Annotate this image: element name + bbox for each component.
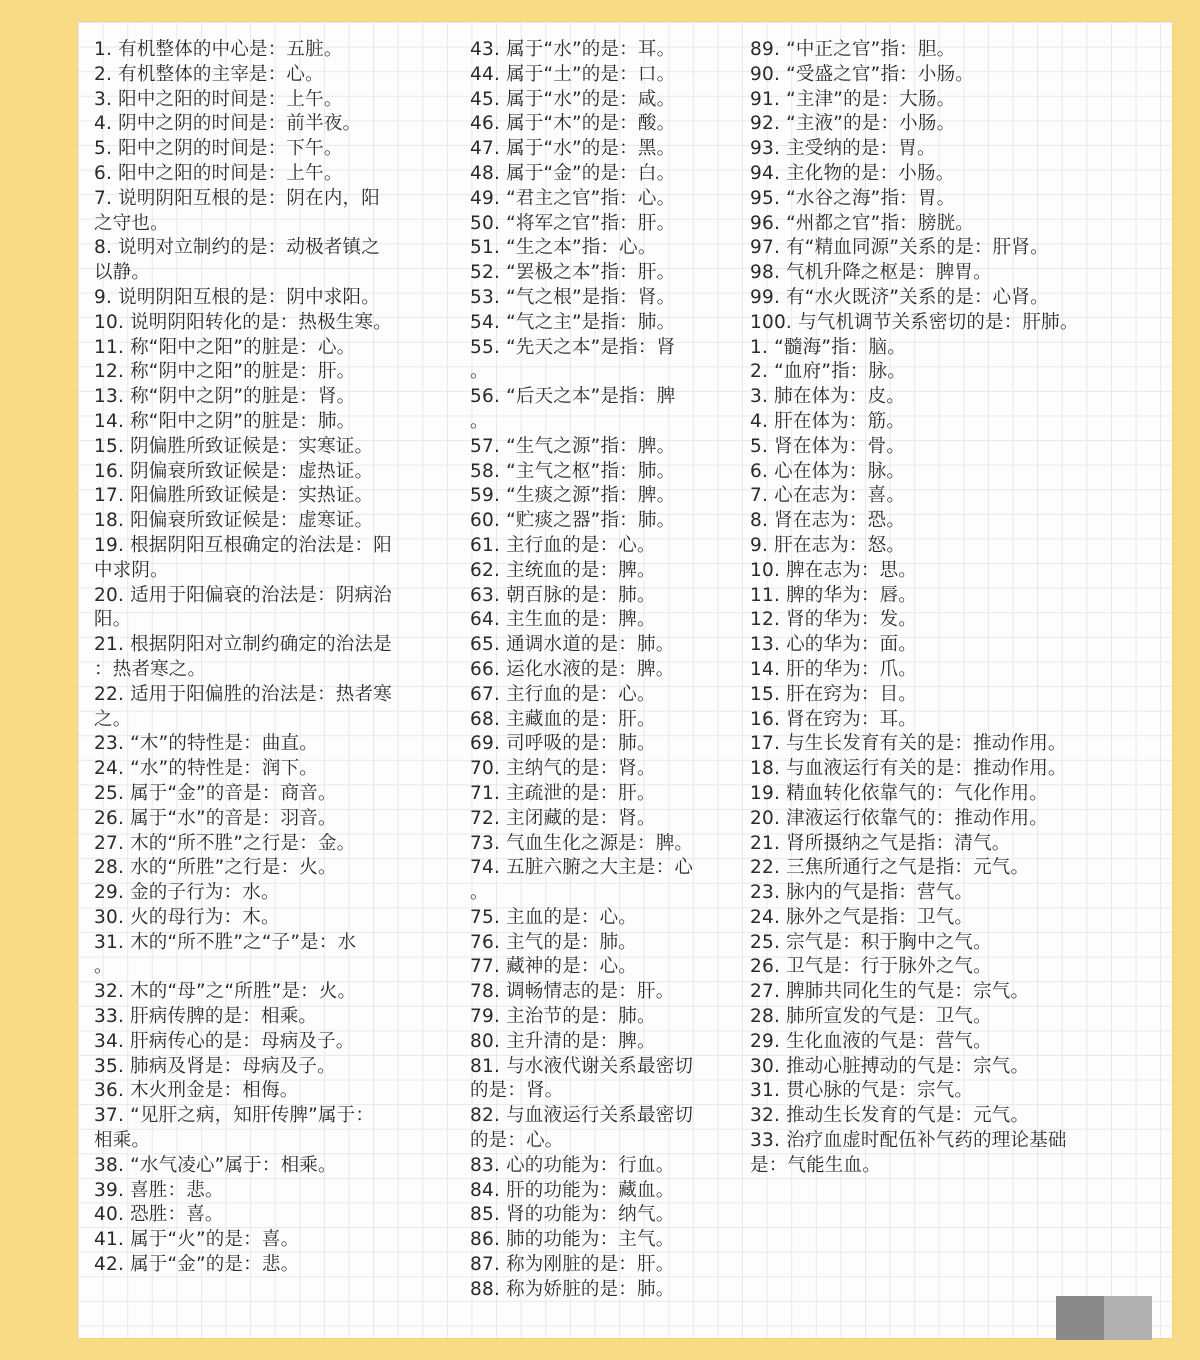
text-line: 之。 <box>94 708 132 730</box>
text-line: 92. “主液”的是：小肠。 <box>750 113 956 135</box>
text-line: 11. 脾的华为：唇。 <box>750 584 918 606</box>
text-line: 42. 属于“金”的是：悲。 <box>94 1254 300 1276</box>
text-line: 以静。 <box>94 262 151 284</box>
text-line: 33. 肝病传脾的是：相乘。 <box>94 1006 318 1028</box>
text-line: 98. 气机升降之枢是：脾胃。 <box>750 262 992 284</box>
text-line: 3. 肺在体为：皮。 <box>750 386 906 408</box>
text-line: 20. 津液运行依靠气的：推动作用。 <box>750 807 1048 829</box>
column-1 <box>94 38 444 1278</box>
text-line: 62. 主统血的是：脾。 <box>470 559 656 581</box>
text-line: 23. “木”的特性是：曲直。 <box>94 733 318 755</box>
text-line: 4. 肝在体为：筋。 <box>750 410 906 432</box>
text-line: 86. 肺的功能为：主气。 <box>470 1229 675 1251</box>
text-line: 38. “水气凌心”属于：相乘。 <box>94 1154 337 1176</box>
text-line: 10. 脾在志为：思。 <box>750 559 918 581</box>
text-line: 87. 称为刚脏的是：肝。 <box>470 1254 675 1276</box>
text-line: 10. 说明阴阳转化的是：热极生寒。 <box>94 311 392 333</box>
text-line: 25. 宗气是：积于胸中之气。 <box>750 931 992 953</box>
text-line: 相乘。 <box>94 1130 151 1152</box>
column-2 <box>470 38 728 1303</box>
text-line: 13. 称“阴中之阴”的脏是：肾。 <box>94 386 356 408</box>
text-line: 89. “中正之官”指：胆。 <box>750 39 956 60</box>
corner-mark <box>1056 1296 1152 1340</box>
text-line: 4. 阴中之阴的时间是：前半夜。 <box>94 113 362 135</box>
text-line: 53. “气之根”是指：肾。 <box>470 286 676 308</box>
text-line: 67. 主行血的是：心。 <box>470 683 656 705</box>
text-line: 17. 与生长发育有关的是：推动作用。 <box>750 733 1067 755</box>
text-line: 48. 属于“金”的是：白。 <box>470 162 676 184</box>
text-line: 100. 与气机调节关系密切的是：肝肺。 <box>750 311 1079 333</box>
text-line: 37. “见肝之病，知肝传脾”属于： <box>94 1105 375 1127</box>
text-line: 。 <box>470 882 489 904</box>
text-line: 15. 阴偏胜所致证候是：实寒证。 <box>94 435 374 457</box>
text-line: 2. “血府”指：脉。 <box>750 361 906 383</box>
text-line: 17. 阳偏胜所致证候是：实热证。 <box>94 485 374 507</box>
text-line: 18. 与血液运行有关的是：推动作用。 <box>750 758 1067 780</box>
text-line: 99. 有“水火既济”关系的是：心肾。 <box>750 286 1049 308</box>
text-line: 28. 肺所宣发的气是：卫气。 <box>750 1006 992 1028</box>
text-line: 24. 脉外之气是指：卫气。 <box>750 906 974 928</box>
text-line: 。 <box>470 361 489 383</box>
text-line: 26. 属于“水”的音是：羽音。 <box>94 807 337 829</box>
text-line: 63. 朝百脉的是：肺。 <box>470 584 656 606</box>
text-line: 80. 主升清的是：脾。 <box>470 1030 656 1052</box>
text-line: 21. 根据阴阳对立制约确定的治法是 <box>94 634 392 656</box>
text-line: 69. 司呼吸的是：肺。 <box>470 733 656 755</box>
text-line: 25. 属于“金”的音是：商音。 <box>94 782 337 804</box>
text-line: 71. 主疏泄的是：肝。 <box>470 782 656 804</box>
text-line: 3. 阳中之阳的时间是：上午。 <box>94 88 343 110</box>
text-line: 30. 火的母行为：木。 <box>94 906 280 928</box>
text-line: 55. “先天之本”是指：肾 <box>470 336 676 358</box>
text-line: 74. 五脏六腑之大主是：心 <box>470 857 694 879</box>
text-line: 27. 木的“所不胜”之行是：金。 <box>94 832 356 854</box>
column-3 <box>750 38 1154 1179</box>
text-line: 27. 脾肺共同化生的气是：宗气。 <box>750 981 1030 1003</box>
text-line: 的是：心。 <box>470 1130 564 1152</box>
text-line: 15. 肝在窍为：目。 <box>750 683 918 705</box>
text-line: 95. “水谷之海”指：胃。 <box>750 187 956 209</box>
text-line: 24. “水”的特性是：润下。 <box>94 758 318 780</box>
text-line: 51. “生之本”指：心。 <box>470 237 657 259</box>
text-line: 30. 推动心脏搏动的气是：宗气。 <box>750 1055 1030 1077</box>
text-line: 6. 心在体为：脉。 <box>750 460 906 482</box>
text-line: 44. 属于“土”的是：口。 <box>470 63 676 85</box>
text-line: 70. 主纳气的是：肾。 <box>470 758 656 780</box>
text-line: 68. 主藏血的是：肝。 <box>470 708 656 730</box>
text-line: 阳。 <box>94 609 132 631</box>
text-line: 84. 肝的功能为：藏血。 <box>470 1179 675 1201</box>
text-line: 29. 生化血液的气是：营气。 <box>750 1030 992 1052</box>
text-line: 82. 与血液运行关系最密切 <box>470 1105 694 1127</box>
text-line: 97. 有“精血同源”关系的是：肝肾。 <box>750 237 1049 259</box>
text-line: 58. “主气之枢”指：肺。 <box>470 460 676 482</box>
grid-paper-sheet <box>78 22 1172 1338</box>
text-line: 61. 主行血的是：心。 <box>470 534 656 556</box>
text-line: 40. 恐胜：喜。 <box>94 1204 224 1226</box>
text-line: 31. 贯心脉的气是：宗气。 <box>750 1080 974 1102</box>
text-line: 49. “君主之官”指：心。 <box>470 187 676 209</box>
text-line: 32. 推动生长发育的气是：元气。 <box>750 1105 1030 1127</box>
text-line: 19. 根据阴阳互根确定的治法是：阳 <box>94 534 392 556</box>
text-line: 的是：肾。 <box>470 1080 564 1102</box>
text-line: 14. 称“阳中之阴”的脏是：肺。 <box>94 410 356 432</box>
text-line: 16. 肾在窍为：耳。 <box>750 708 918 730</box>
text-line: 。 <box>470 410 489 432</box>
text-line: 35. 肺病及肾是：母病及子。 <box>94 1055 336 1077</box>
text-line: 75. 主血的是：心。 <box>470 906 638 928</box>
text-line: 39. 喜胜：悲。 <box>94 1179 224 1201</box>
text-line: 33. 治疗血虚时配伍补气药的理论基础 <box>750 1130 1067 1152</box>
text-line: 23. 脉内的气是指：营气。 <box>750 882 974 904</box>
text-line: 14. 肝的华为：爪。 <box>750 658 918 680</box>
text-line: 78. 调畅情志的是：肝。 <box>470 981 675 1003</box>
text-line: 22. 三焦所通行之气是指：元气。 <box>750 857 1030 879</box>
text-line: 9. 说明阴阳互根的是：阴中求阳。 <box>94 286 380 308</box>
text-line: 。 <box>94 956 113 978</box>
text-line: 之守也。 <box>94 212 169 234</box>
text-line: 36. 木火刑金是：相侮。 <box>94 1080 299 1102</box>
text-line: 5. 肾在体为：骨。 <box>750 435 906 457</box>
text-line: 90. “受盛之官”指：小肠。 <box>750 63 974 85</box>
text-line: 16. 阴偏衰所致证候是：虚热证。 <box>94 460 374 482</box>
text-line: 57. “生气之源”指：脾。 <box>470 435 676 457</box>
text-line: 6. 阳中之阳的时间是：上午。 <box>94 162 343 184</box>
text-line: 88. 称为娇脏的是：肺。 <box>470 1278 675 1300</box>
text-line: 85. 肾的功能为：纳气。 <box>470 1204 675 1226</box>
text-line: 31. 木的“所不胜”之“子”是：水 <box>94 931 357 953</box>
text-line: 5. 阳中之阴的时间是：下午。 <box>94 138 343 160</box>
text-line: 9. 肝在志为：怒。 <box>750 534 906 556</box>
text-line: 52. “罢极之本”指：肝。 <box>470 262 676 284</box>
text-line: 93. 主受纳的是：胃。 <box>750 138 936 160</box>
text-line: 12. 称“阴中之阳”的脏是：肝。 <box>94 361 356 383</box>
text-line: 64. 主生血的是：脾。 <box>470 609 656 631</box>
text-line: 1. “髓海”指：脑。 <box>750 336 906 358</box>
text-line: 83. 心的功能为：行血。 <box>470 1154 675 1176</box>
text-line: 22. 适用于阳偏胜的治法是：热者寒 <box>94 683 392 705</box>
text-line: 2. 有机整体的主宰是：心。 <box>94 63 324 85</box>
text-line: 91. “主津”的是：大肠。 <box>750 88 956 110</box>
text-line: 47. 属于“水”的是：黑。 <box>470 138 676 160</box>
text-line: 54. “气之主”是指：肺。 <box>470 311 676 333</box>
text-line: 1. 有机整体的中心是：五脏。 <box>94 39 343 60</box>
text-line: 26. 卫气是：行于脉外之气。 <box>750 956 992 978</box>
text-line: 13. 心的华为：面。 <box>750 634 918 656</box>
text-line: 41. 属于“火”的是：喜。 <box>94 1229 300 1251</box>
text-line: 34. 肝病传心的是：母病及子。 <box>94 1030 355 1052</box>
text-line: 94. 主化物的是：小肠。 <box>750 162 955 184</box>
text-line: 60. “贮痰之器”指：肺。 <box>470 510 676 532</box>
text-line: 65. 通调水道的是：肺。 <box>470 634 675 656</box>
text-line: 11. 称“阳中之阳”的脏是：心。 <box>94 336 356 358</box>
text-line: 72. 主闭藏的是：肾。 <box>470 807 656 829</box>
text-line: ：热者寒之。 <box>94 658 207 680</box>
text-line: 8. 肾在志为：恐。 <box>750 510 906 532</box>
text-line: 32. 木的“母”之“所胜”是：火。 <box>94 981 357 1003</box>
text-line: 18. 阳偏衰所致证候是：虚寒证。 <box>94 510 374 532</box>
text-line: 96. “州都之官”指：膀胱。 <box>750 212 974 234</box>
text-line: 43. 属于“水”的是：耳。 <box>470 39 676 60</box>
text-line: 66. 运化水液的是：脾。 <box>470 658 675 680</box>
text-line: 12. 肾的华为：发。 <box>750 609 918 631</box>
text-line: 是：气能生血。 <box>750 1154 881 1176</box>
text-line: 中求阴。 <box>94 559 169 581</box>
text-line: 77. 藏神的是：心。 <box>470 956 638 978</box>
text-line: 45. 属于“水”的是：咸。 <box>470 88 676 110</box>
text-line: 79. 主治节的是：肺。 <box>470 1006 656 1028</box>
text-line: 28. 水的“所胜”之行是：火。 <box>94 857 337 879</box>
text-line: 73. 气血生化之源是：脾。 <box>470 832 694 854</box>
text-line: 81. 与水液代谢关系最密切 <box>470 1055 694 1077</box>
text-line: 19. 精血转化依靠气的：气化作用。 <box>750 782 1048 804</box>
text-line: 7. 心在志为：喜。 <box>750 485 906 507</box>
text-line: 50. “将军之官”指：肝。 <box>470 212 676 234</box>
text-line: 76. 主气的是：肺。 <box>470 931 638 953</box>
text-line: 20. 适用于阳偏衰的治法是：阴病治 <box>94 584 392 606</box>
text-line: 29. 金的子行为：水。 <box>94 882 280 904</box>
text-line: 21. 肾所摄纳之气是指：清气。 <box>750 832 1011 854</box>
text-line: 8. 说明对立制约的是：动极者镇之 <box>94 237 380 259</box>
text-line: 46. 属于“木”的是：酸。 <box>470 113 676 135</box>
text-line: 59. “生痰之源”指：脾。 <box>470 485 676 507</box>
text-line: 56. “后天之本”是指：脾 <box>470 386 676 408</box>
text-line: 7. 说明阴阳互根的是：阴在内，阳 <box>94 187 380 209</box>
